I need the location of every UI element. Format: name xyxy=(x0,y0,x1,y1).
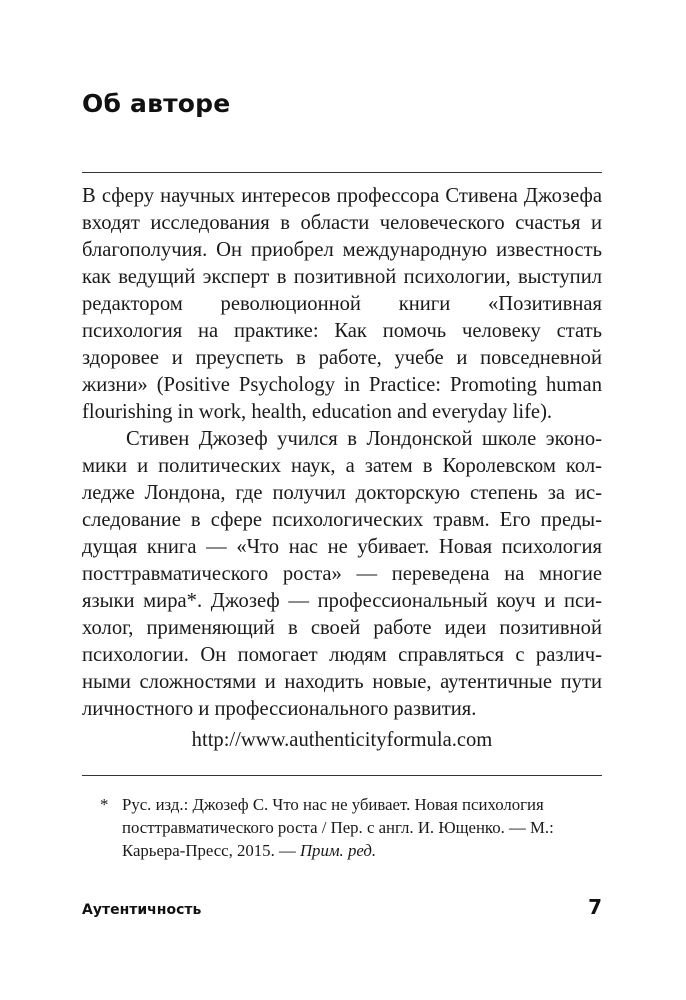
paragraph-1: В сферу научных интересов профессора Стивена Джозефа входят исследования в области человеческого счастья и благополучия. Он приобрел международную известность как ведущий эксперт в позитивной психологии, выступил редактором революционной книги «Позитивная психология на практике: Как помочь человеку стать здоровее и преуспеть в работе, учебе и повседневной жизни» (Positive Psychology in Practice: Promoting human flourishing in work, health, education and everyday life). xyxy=(82,185,602,423)
footnote-text: Рус. изд.: Джозеф С. Что нас не убивает. Новая психология посттравматического роста / Пер. с англ. И. Ющенко. — М.: Карьера-Пресс, 2015. — xyxy=(122,795,554,860)
section-heading: Об авторе xyxy=(82,89,231,118)
page-number: 7 xyxy=(588,895,602,919)
footnote-text-block xyxy=(122,793,602,862)
footnote-divider xyxy=(82,775,602,776)
footnote-editor-note: Прим. ред. xyxy=(299,841,377,860)
top-divider xyxy=(82,172,602,173)
running-footer-title: Аутентичность xyxy=(82,902,202,918)
author-website-link[interactable]: http://www.authenticityformula.com xyxy=(191,729,493,751)
body-text xyxy=(82,183,602,723)
paragraph-2: Стивен Джозеф учился в Лондонской школе экономики и политических наук, а затем в Королевском колледже Лондона, где получил докторскую степень за исследование в сфере психологических травм. Его предыдущая книга — «Что нас не убивает. Новая психология посттравматического роста» — переведена на многие языки мира*. Джозеф — профессиональный коуч и психолог, применяющий в своей работе идеи позитивной психологии. Он помогает людям справляться с различными сложностями и находить новые, аутентичные пути личностного и профессионального развития. xyxy=(82,428,602,720)
footnote-marker: * xyxy=(100,795,109,814)
footnote xyxy=(82,793,602,862)
